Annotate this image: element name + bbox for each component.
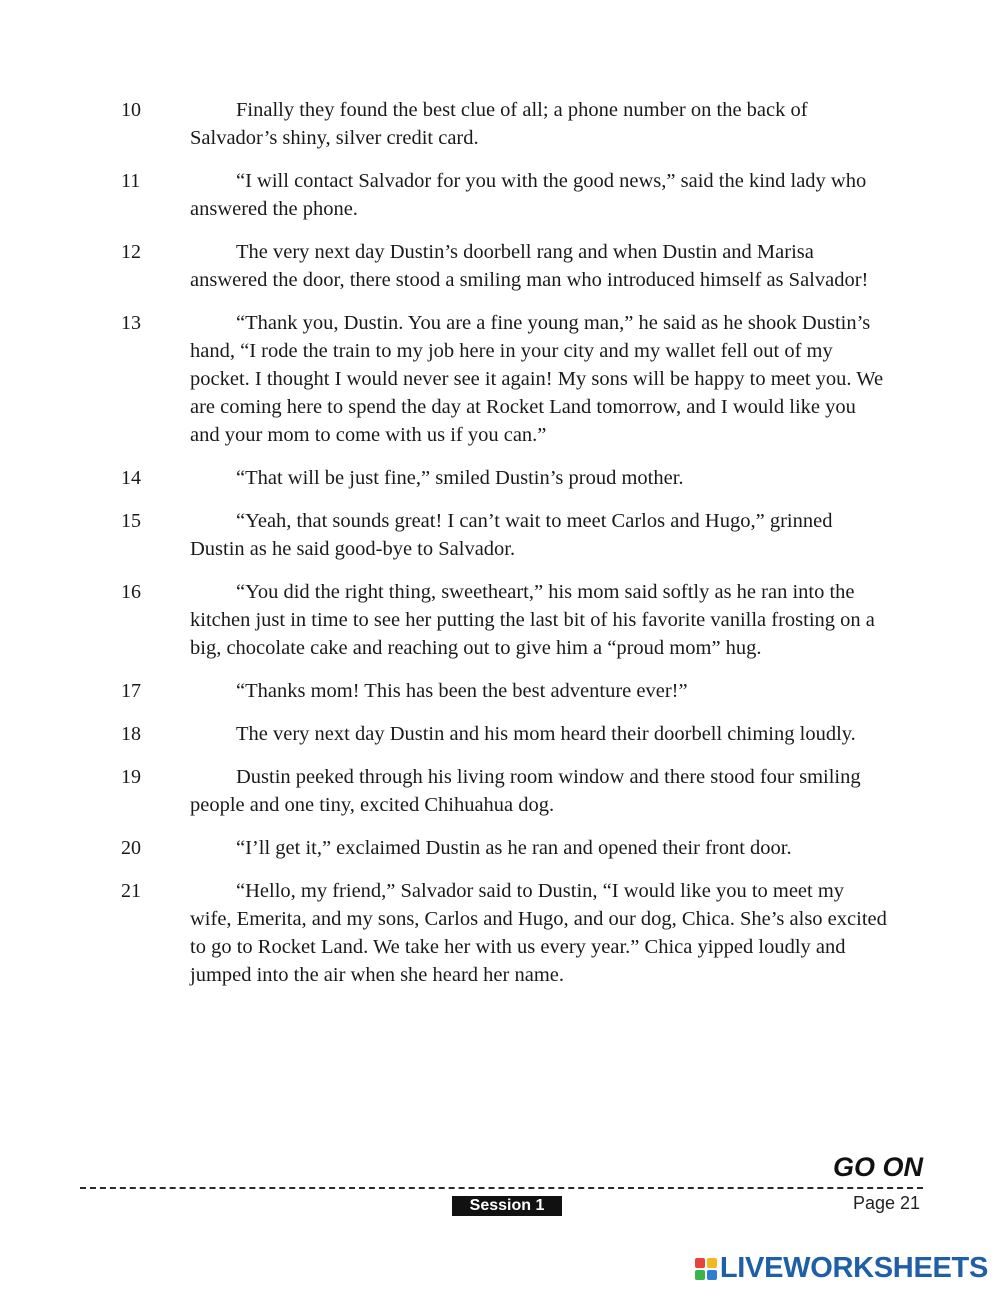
reading-passage (0, 92, 1000, 1000)
paragraph-text: “Yeah, that sounds great! I can’t wait to meet Carlos and Hugo,” grinned Dustin as he said good-bye to Salvador. (190, 510, 833, 560)
paragraph-11 (0, 163, 1000, 223)
paragraph-18 (0, 716, 1000, 748)
paragraph-number: 16 (121, 581, 141, 603)
paragraph-text: “I will contact Salvador for you with the good news,” said the kind lady who answered the phone. (190, 170, 867, 220)
paragraph-number: 10 (121, 99, 141, 121)
paragraph-text: The very next day Dustin’s doorbell rang and when Dustin and Marisa answered the door, there stood a smiling man who introduced himself as Salvador! (190, 241, 869, 291)
paragraph-text: “Thanks mom! This has been the best adventure ever!” (236, 680, 688, 702)
paragraph-10 (0, 92, 1000, 152)
paragraph-20 (0, 830, 1000, 862)
paragraph-text: Dustin peeked through his living room window and there stood four smiling people and one tiny, excited Chihuahua dog. (190, 766, 861, 816)
paragraph-15 (0, 503, 1000, 563)
liveworksheets-wordmark: LIVEWORKSHEETS (719, 1252, 988, 1284)
paragraph-number: 13 (121, 312, 141, 334)
paragraph-text: Finally they found the best clue of all; a phone number on the back of Salvador’s shiny, silver credit card. (190, 99, 808, 149)
paragraph-12 (0, 234, 1000, 294)
logo-square-blue (707, 1270, 717, 1280)
liveworksheets-icon (695, 1258, 717, 1280)
paragraph-number: 18 (121, 723, 141, 745)
paragraph-text: “Thank you, Dustin. You are a fine young man,” he said as he shook Dustin’s hand, “I rode the train to my job here in your city and my wallet fell out of my pocket. I thought I would never see it again! My sons will be happy to meet you. We are coming here to spend the day at Rocket Land tomorrow, and I would like you and your mom to come with us if you can.” (190, 312, 884, 446)
logo-square-red (695, 1258, 705, 1268)
paragraph-number: 20 (121, 837, 141, 859)
paragraph-text: “You did the right thing, sweetheart,” his mom said softly as he ran into the kitchen just in time to see her putting the last bit of his favorite vanilla frosting on a big, chocolate cake and reaching out to give him a “proud mom” hug. (190, 581, 875, 659)
footer-divider (80, 1187, 923, 1189)
paragraph-text: “That will be just fine,” smiled Dustin’s proud mother. (236, 467, 684, 489)
paragraph-21 (0, 873, 1000, 989)
logo-square-green (695, 1270, 705, 1280)
page-number: Page 21 (852, 1193, 920, 1213)
paragraph-text: The very next day Dustin and his mom heard their doorbell chiming loudly. (236, 723, 856, 745)
paragraph-number: 15 (121, 510, 141, 532)
paragraph-number: 11 (121, 170, 141, 192)
paragraph-number: 21 (121, 880, 141, 902)
paragraph-number: 14 (121, 467, 141, 489)
paragraph-19 (0, 759, 1000, 819)
paragraph-16 (0, 574, 1000, 662)
paragraph-13 (0, 305, 1000, 449)
go-on-label: GO ON (832, 1152, 923, 1182)
paragraph-17 (0, 673, 1000, 705)
liveworksheets-logo[interactable] (695, 1254, 988, 1283)
paragraph-number: 12 (121, 241, 141, 263)
paragraph-text: “I’ll get it,” exclaimed Dustin as he ran and opened their front door. (236, 837, 792, 859)
session-badge: Session 1 (452, 1196, 562, 1216)
paragraph-number: 19 (121, 766, 141, 788)
paragraph-number: 17 (121, 680, 141, 702)
paragraph-text: “Hello, my friend,” Salvador said to Dustin, “I would like you to meet my wife, Emerita, and my sons, Carlos and Hugo, and our dog, Chica. She’s also excited to go to Rocket Land. We take her with us every year.” Chica yipped loudly and jumped into the air when she heard her name. (190, 880, 887, 986)
logo-square-yellow (707, 1258, 717, 1268)
paragraph-14 (0, 460, 1000, 492)
